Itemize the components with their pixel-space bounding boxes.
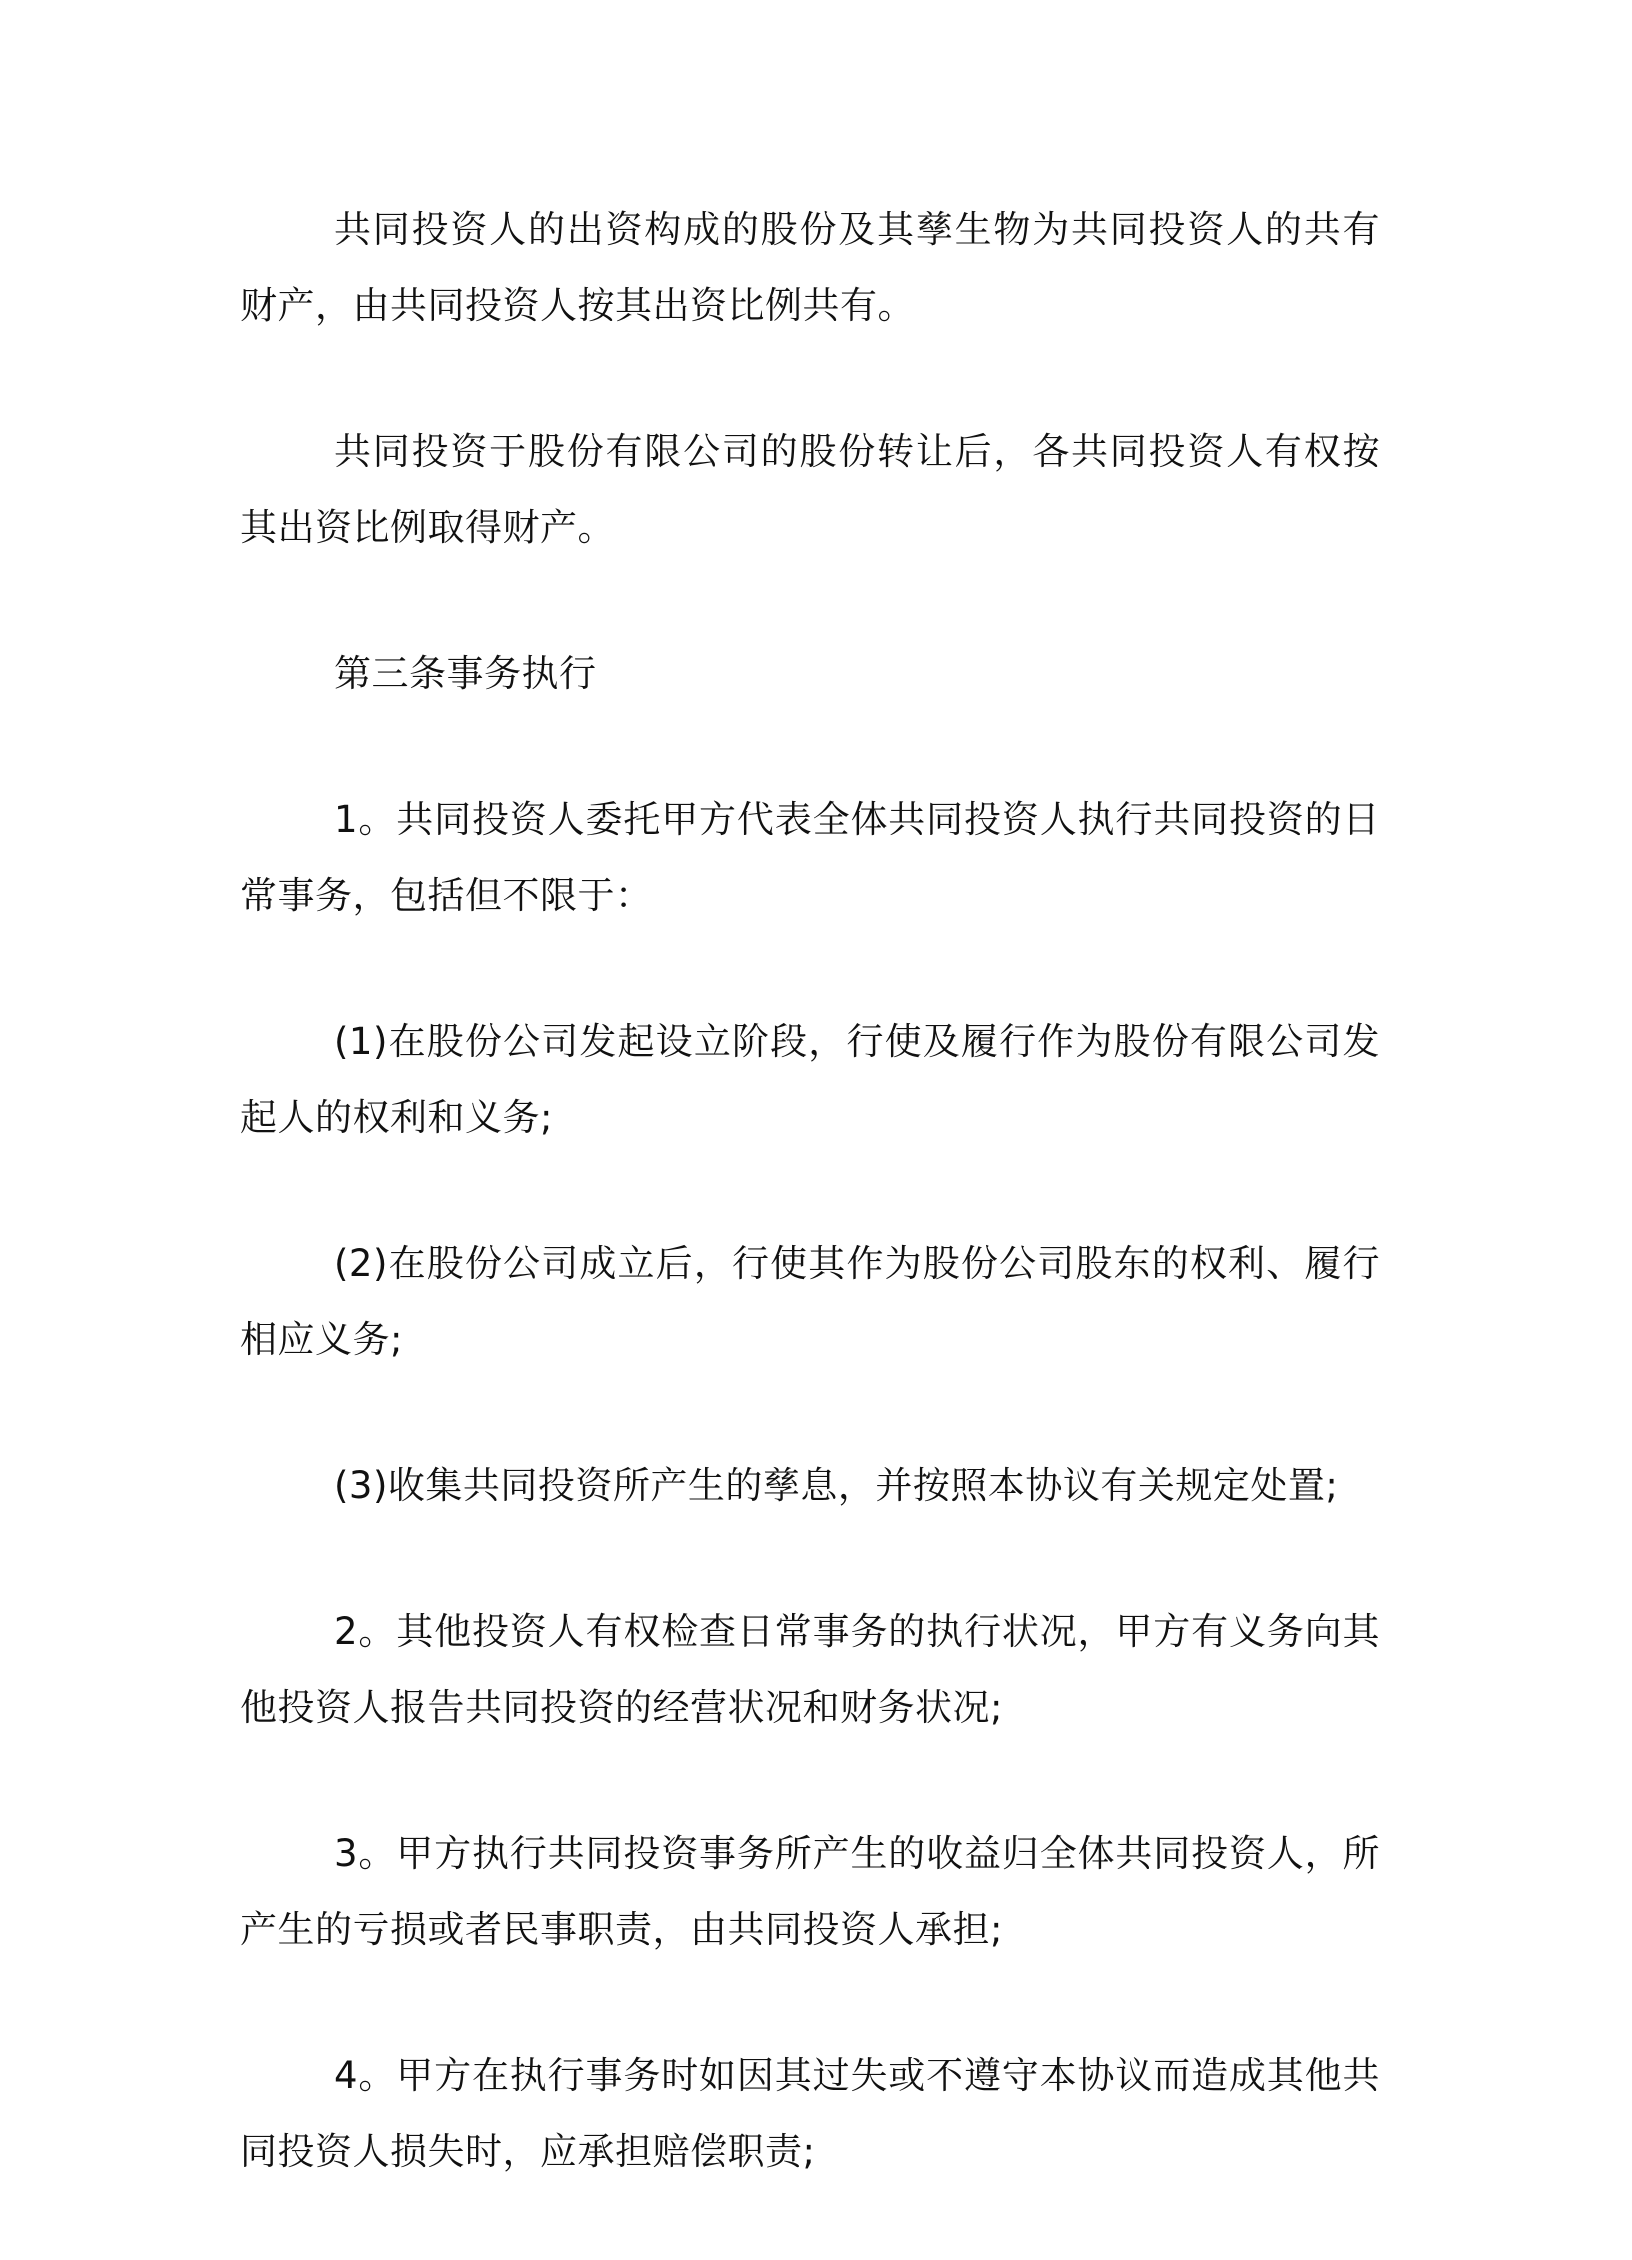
paragraph-joint-property: 共同投资人的出资构成的股份及其孳生物为共同投资人的共有财产，由共同投资人按其出资比例共有。 [240, 208, 1380, 327]
paragraph-share-transfer: 共同投资于股份有限公司的股份转让后，各共同投资人有权按其出资比例取得财产。 [240, 430, 1380, 549]
section-heading-article-3: 第三条事务执行 [334, 652, 597, 695]
clause-1: 1。共同投资人委托甲方代表全体共同投资人执行共同投资的日常事务，包括但不限于： [240, 798, 1380, 917]
clause-1-item-3: (3)收集共同投资所产生的孳息，并按照本协议有关规定处置; [334, 1464, 1339, 1507]
clause-1-item-1: (1)在股份公司发起设立阶段，行使及履行作为股份有限公司发起人的权利和义务; [240, 1020, 1380, 1139]
clause-3: 3。甲方执行共同投资事务所产生的收益归全体共同投资人，所产生的亏损或者民事职责，由共同投资人承担; [240, 1832, 1380, 1951]
clause-4: 4。甲方在执行事务时如因其过失或不遵守本协议而造成其他共同投资人损失时，应承担赔偿职责; [240, 2054, 1380, 2173]
clause-2: 2。其他投资人有权检查日常事务的执行状况，甲方有义务向其他投资人报告共同投资的经营状况和财务状况; [240, 1610, 1380, 1729]
document-body [240, 192, 1380, 2260]
clause-1-item-2: (2)在股份公司成立后，行使其作为股份公司股东的权利、履行相应义务; [240, 1242, 1380, 1361]
